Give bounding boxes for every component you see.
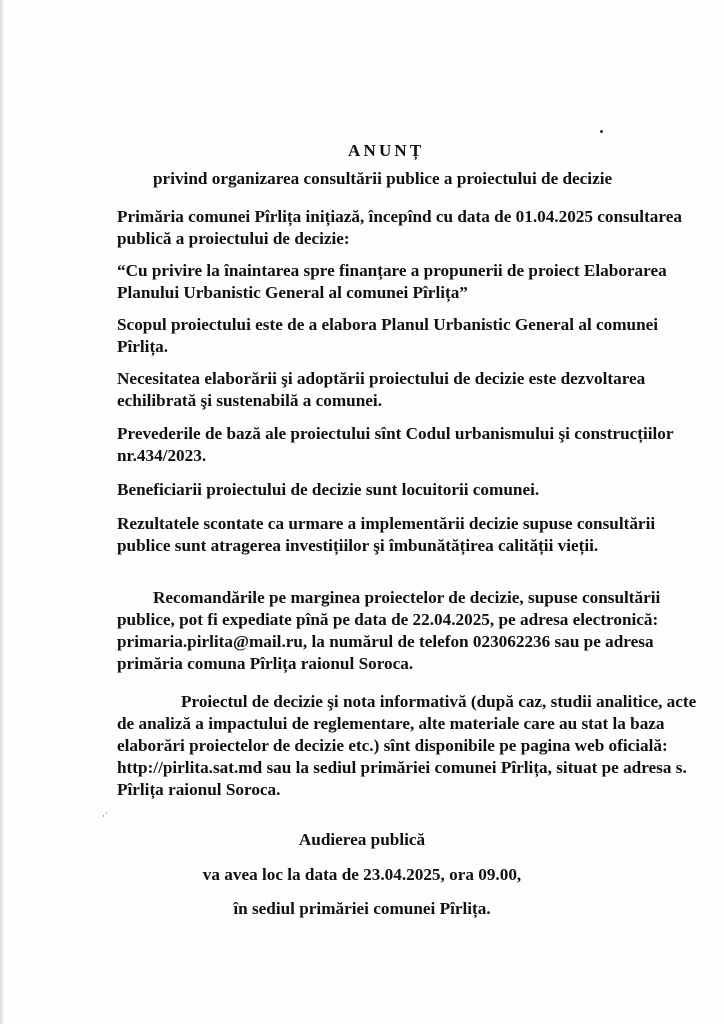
scan-mark: ·˙ bbox=[102, 811, 108, 821]
document-title: ANUNȚ bbox=[348, 141, 425, 160]
paragraph-necessity: Necesitatea elaborării şi adoptării proiectului de decizie este dezvoltarea echilibrată şi sustenabilă a comunei. bbox=[117, 369, 646, 410]
hearing-date: va avea loc la data de 23.04.2025, ora 09.00, bbox=[202, 865, 522, 884]
paragraph-scope: Scopul proiectului este de a elabora Planul Urbanistic General al comunei Pîrlița. bbox=[117, 315, 659, 356]
paragraph-documents: Proiectul de decizie şi nota informativă (după caz, studii analitice, acte de analiză a impactului de reglementare, alte materiale care au stat la baza elaborări proiectelor de decizie etc.) sînt disponibile pe pagina web oficială: http://pirlita.sat.md sau la sediul primăriei comunei Pîrlița, situat pe adresa s. Pîrlița raionul Soroca. bbox=[117, 692, 697, 799]
paragraph-recommendations: Recomandările pe marginea proiectelor de decizie, supuse consultării publice, pot fi expediate pînă pe data de 22.04.2025, pe adresa electronică: primaria.pirlita@mail.ru, la numărul de telefon 023062236 sau pe adresa primăria comuna Pîrlița raionul Soroca. bbox=[117, 588, 661, 673]
paragraph-results: Rezultatele scontate ca urmare a implementării decizie supuse consultării publice sunt atragerea investițiilor şi îmbunătățirea calității vieții. bbox=[117, 514, 656, 555]
hearing-location: în sediul primăriei comunei Pîrlița. bbox=[233, 899, 491, 918]
scan-speck bbox=[600, 130, 603, 133]
document-subtitle: privind organizarea consultării publice a proiectului de decizie bbox=[153, 169, 613, 188]
paragraph-beneficiaries: Beneficiarii proiectului de decizie sunt locuitorii comunei. bbox=[117, 480, 540, 499]
paragraph-provisions: Prevederile de bază ale proiectului sînt Codul urbanismului şi construcțiilor nr.434/2023. bbox=[117, 424, 674, 465]
paragraph-initiation: Primăria comunei Pîrlița inițiază, începînd cu data de 01.04.2025 consultarea publică a proiectului de decizie: bbox=[117, 207, 682, 248]
paragraph-project-title: “Cu privire la înaintarea spre finanțare a propunerii de proiect Elaborarea Planului Urbanistic General al comunei Pîrlița” bbox=[117, 261, 667, 302]
hearing-heading: Audierea publică bbox=[298, 830, 426, 849]
